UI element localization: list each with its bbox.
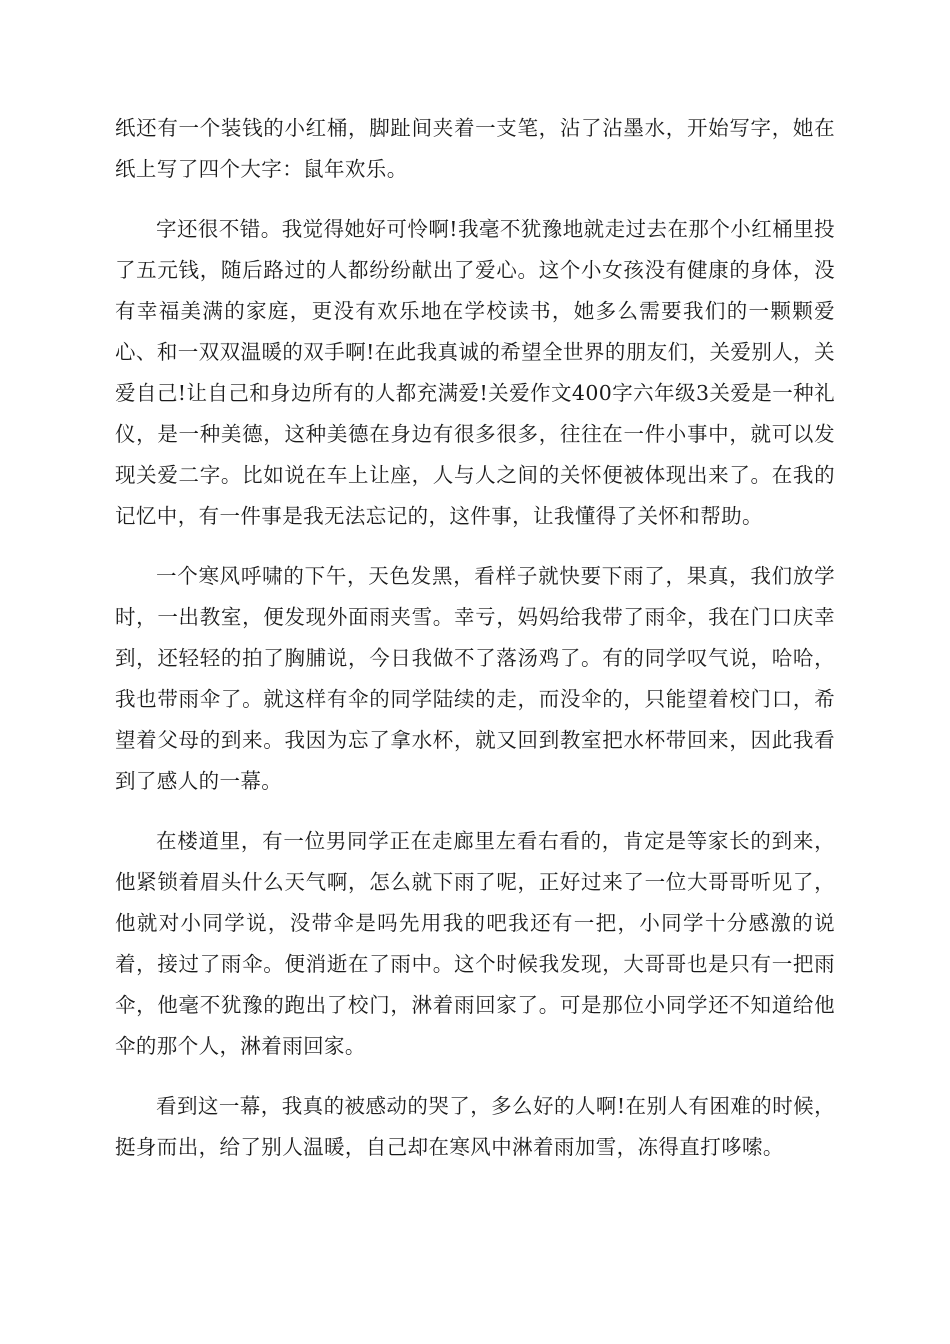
text-line: 她在纸上写了四个大字：鼠年欢乐。 [115,116,835,181]
text-line: 门口庆幸到，还轻轻的拍了胸脯说，今日我做不了落汤鸡了。有的同学叹 [115,605,836,670]
paragraph [115,1086,835,1168]
text-line: 一个寒风呼啸的下午，天色发黑，看样子就快要下雨了，果真，我们 [156,564,793,588]
text-line: 水杯带回来，因此我看到了感人的一幕。 [115,728,835,793]
text-line: 们的一颗颗爱心、和一双双温暖的双手啊!在此我真诚的希望全世界的朋 [115,299,835,364]
paragraph [115,556,835,802]
text-line: 在楼道里，有一位男同学正在走廊里左看右看的，肯定是等家长的到 [156,829,793,853]
document-body [115,108,835,1187]
text-line: 多，往往在一件小事中，就可以发现关爱二字。比如说在车上让座，人与 [115,422,835,487]
text-line: 友们，关爱别人，关爱自己!让自己和身边所有的人都充满爱!关爱作文 [115,340,835,405]
text-line: 也是只有一把雨伞，他毫不犹豫的跑出了校门，淋着雨回家了。可是那位 [115,952,835,1017]
text-line: 的身体，没有幸福美满的家庭，更没有欢乐地在学校读书，她多么需要我 [115,258,835,323]
text-line: 时候，挺身而出，给了别人温暖，自己却在寒风中淋着雨加雪，冻得直打 [115,1094,835,1159]
text-line: 气说，哈哈，我也带雨伞了。就这样有伞的同学陆续的走，而没伞的，只 [115,646,835,711]
paragraph [115,108,835,190]
text-line: 人之间的关怀便被体现出来了。在我的记忆中，有一件事是我无法忘记 [115,463,835,528]
text-line: 小同学还不知道给他伞的那个人，淋着雨回家。 [115,993,836,1058]
text-line: 分感激的说着，接过了雨伞。便消逝在了雨中。这个时候我发现，大哥哥 [115,911,836,976]
text-line: 能望着校门口，希望着父母的到来。我因为忘了拿水杯，就又回到教室把 [115,687,835,752]
text-line: 来，他紧锁着眉头什么天气啊，怎么就下雨了呢，正好过来了一位大哥哥 [115,829,835,894]
text-line: 看到这一幕，我真的被感动的哭了，多么好的人啊!在别人有困难的 [156,1094,773,1118]
text-line: 放学时，一出教室，便发现外面雨夹雪。幸亏，妈妈给我带了雨伞，我在 [115,564,835,629]
text-line: 字还很不错。我觉得她好可怜啊!我毫不犹豫地就走过去在那个小红 [156,217,773,241]
text-line: 哆嗦。 [721,1135,784,1159]
text-line: 400字六年级3关爱是一种礼仪，是一种美德，这种美德在身边有很多很 [115,381,835,446]
text-line: 桶里投了五元钱，随后路过的人都纷纷献出了爱心。这个小女孩没有健康 [115,217,835,282]
text-line: 纸还有一个装钱的小红桶，脚趾间夹着一支笔，沾了沾墨水，开始写字， [115,116,793,140]
text-line: 的，这件事，让我懂得了关怀和帮助。 [407,504,763,528]
paragraph [115,209,835,537]
paragraph [115,821,835,1067]
text-line: 听见了，他就对小同学说，没带伞是吗先用我的吧我还有一把，小同学十 [115,870,836,935]
